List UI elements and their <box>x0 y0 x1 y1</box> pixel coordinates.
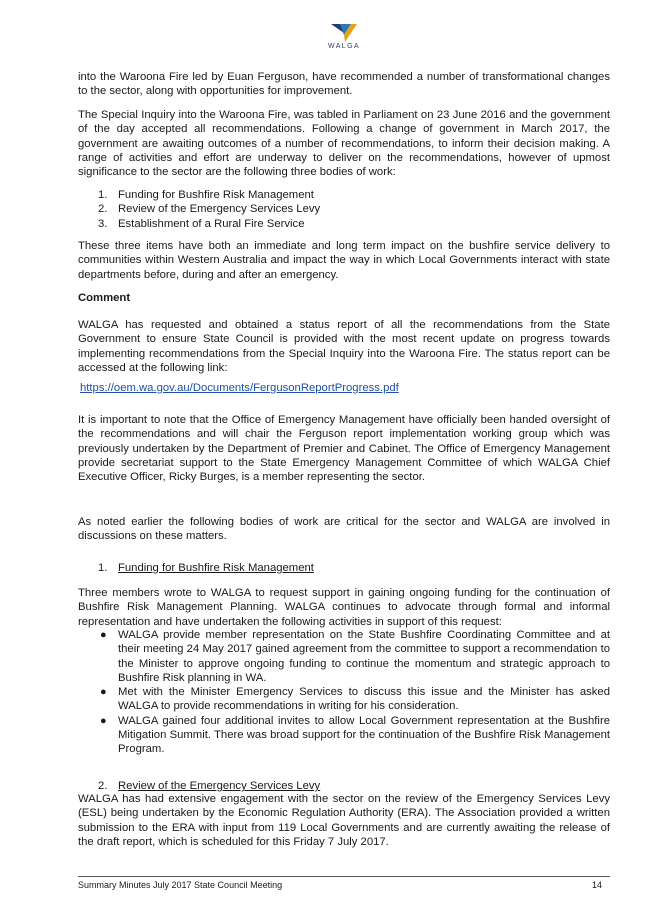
page-number: 14 <box>591 880 602 890</box>
list-item: ● WALGA gained four additional invites to allow Local Government representation at the Bushfire Mitigation Summit. There was broad support for the continuation of the Bushfire Risk Management Program. <box>100 714 610 756</box>
paragraph-intro: into the Waroona Fire led by Euan Ferguson, have recommended a number of transformational changes to the sector, along with opportunities for improvement. <box>78 71 610 98</box>
document-body <box>78 0 610 848</box>
paragraph-funding: Three members wrote to WALGA to request support in gaining ongoing funding for the continuation of Bushfire Risk Management Planning. WALGA continues to advocate through formal and informal representation and have undertaken the following activities in support of this request: <box>78 587 610 628</box>
footer-title: Summary Minutes July 2017 State Council Meeting <box>78 880 283 890</box>
list-item: 1. Funding for Bushfire Risk Management <box>98 189 314 201</box>
status-report-link[interactable]: https://oem.wa.gov.au/Documents/FergusonReportProgress.pdf <box>80 382 399 394</box>
paragraph-status-report: WALGA has requested and obtained a status report of all the recommendations from the State Government to ensure State Council is provided with the most recent update on progress towards implementing recommendations from the Special Inquiry into the Waroona Fire. The status report can be accessed at the following link: <box>78 319 610 374</box>
list-item: ● WALGA provide member representation on the State Bushfire Coordinating Committee and at their meeting 24 May 2017 gained agreement from the committee to support a recommendation to the Minister to approve ongoing funding to continue the momentum and strategic approach to Bushfire Risk planning in WA. <box>100 629 610 684</box>
footer <box>78 880 610 890</box>
footer-divider <box>78 876 610 877</box>
paragraph-critical-work: As noted earlier the following bodies of work are critical for the sector and WALGA are involved in discussions on these matters. <box>78 516 610 543</box>
subheading-esl: 2. Review of the Emergency Services Levy <box>98 780 321 793</box>
paragraph-oem-oversight: It is important to note that the Office of Emergency Management have officially been handed oversight of the recommendations and will chair the Ferguson report implementation working group which was previously undertaken by the Department of Premier and Cabinet. The Office of Emergency Management provide secretariat support to the State Emergency Management Committee of which WALGA Chief Executive Officer, Ricky Burges, is a member representing the sector. <box>78 414 610 484</box>
paragraph-esl: WALGA has had extensive engagement with the sector on the review of the Emergency Services Levy (ESL) being undertaken by the Economic Regulation Authority (ERA). The Association provided a written submission to the ERA with input from 119 Local Governments and are currently awaiting the release of the draft report, which is scheduled for this Friday 7 July 2017. <box>78 793 610 848</box>
paragraph-special-inquiry: The Special Inquiry into the Waroona Fire, was tabled in Parliament on 23 June 2016 and the government of the day accepted all recommendations. Following a change of government in March 2017, the government are awaiting outcomes of a number of recommendations, to inform their decision making. A range of activities and effort are underway to deliver on the recommendations, however of upmost significance to the sector are the following three bodies of work: <box>78 109 610 179</box>
list-item: 3. Establishment of a Rural Fire Service <box>98 217 305 230</box>
list-item: ● Met with the Minister Emergency Services to discuss this issue and the Minister has asked WALGA to provide recommendations in writing for his consideration. <box>100 686 610 713</box>
logo-wordmark: WALGA <box>327 43 361 50</box>
status-report-link-wrap <box>80 378 612 396</box>
list-item: 2. Review of the Emergency Services Levy <box>98 203 321 216</box>
paragraph-impact: These three items have both an immediate and long term impact on the bushfire service delivery to communities within Western Australia and impact the way in which Local Governments interact with state departments before, during and after an emergency. <box>78 240 610 281</box>
comment-heading: Comment <box>78 292 131 304</box>
subheading-funding: 1. Funding for Bushfire Risk Management <box>98 562 314 574</box>
activities-list <box>78 628 610 757</box>
bodies-of-work-list <box>78 188 610 231</box>
